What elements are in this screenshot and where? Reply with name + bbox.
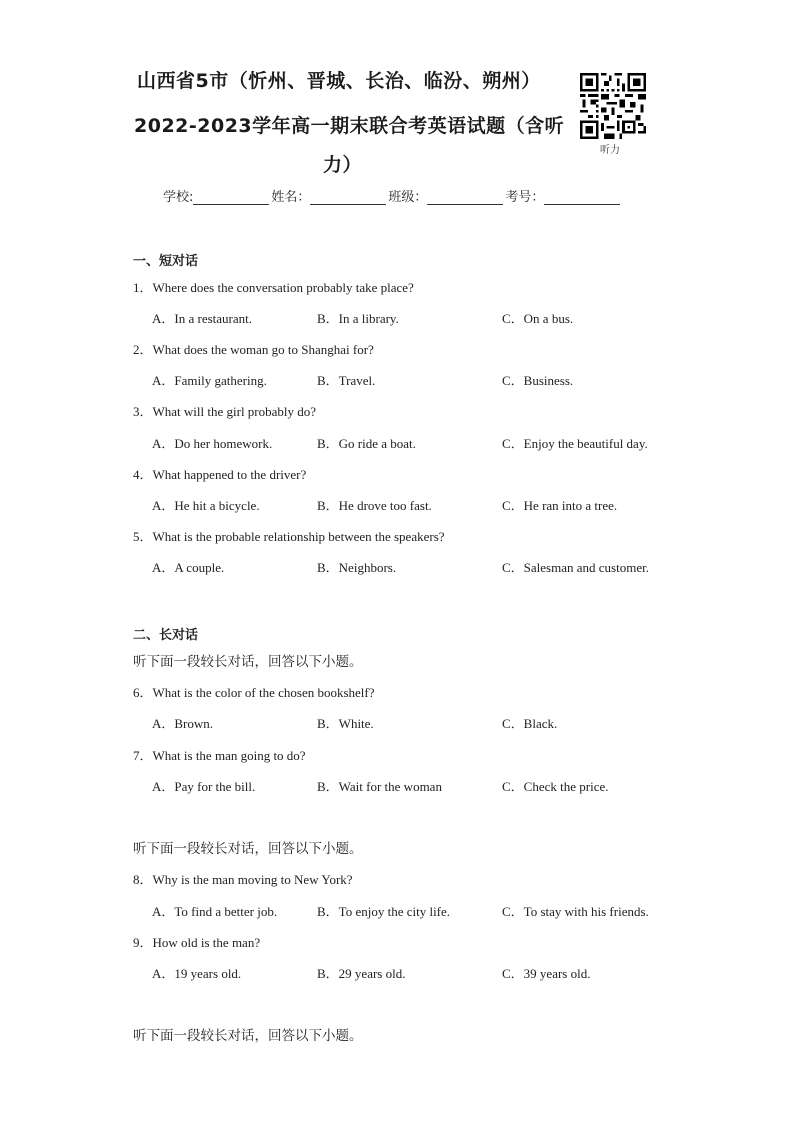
q5-option-c[interactable]: C．Salesman and customer. <box>502 560 649 575</box>
q6-option-a[interactable]: A．Brown. <box>152 716 214 731</box>
section-2-intro-1: 听下面一段较长对话，回答以下小题。 <box>133 654 363 670</box>
q6-option-c[interactable]: C．Black. <box>502 716 558 731</box>
q9-option-c[interactable]: C．39 years old. <box>502 966 591 981</box>
q7-option-c[interactable]: C．Check the price. <box>502 779 609 794</box>
section-1-title: 一、短对话 <box>133 254 199 269</box>
q2-option-c[interactable]: C．Business. <box>502 373 574 388</box>
q1-option-c[interactable]: C．On a bus. <box>502 311 574 326</box>
q7-option-b[interactable]: B．Wait for the woman <box>317 779 442 794</box>
exam-title-line-3: 力） <box>323 154 363 176</box>
question-9: 9．How old is the man? <box>133 935 261 950</box>
name-label: 姓名： <box>271 190 311 205</box>
qr-code-icon <box>580 73 646 139</box>
exam-title-line-1: 山西省5市（忻州、晋城、长治、临汾、朔州） <box>137 70 541 92</box>
q3-option-a[interactable]: A．Do her homework. <box>152 436 273 451</box>
section-2-intro-2: 听下面一段较长对话，回答以下小题。 <box>133 841 363 857</box>
q1-option-b[interactable]: B．In a library. <box>317 311 399 326</box>
q8-option-c[interactable]: C．To stay with his friends. <box>502 904 649 919</box>
question-3: 3．What will the girl probably do? <box>133 404 317 419</box>
exam-number-field[interactable] <box>505 186 622 205</box>
q7-option-a[interactable]: A．Pay for the bill. <box>152 779 256 794</box>
section-2-title: 二、长对话 <box>133 628 199 643</box>
question-5: 5．What is the probable relationship between the speakers? <box>133 529 445 544</box>
q4-option-a[interactable]: A．He hit a bicycle. <box>152 498 260 513</box>
q9-option-b[interactable]: B．29 years old. <box>317 966 406 981</box>
class-label: 班级： <box>388 190 428 205</box>
qr-label: 听力 <box>600 145 620 156</box>
exam-number-label: 考号： <box>505 190 545 205</box>
q5-option-a[interactable]: A．A couple. <box>152 560 225 575</box>
exam-number-blank[interactable] <box>544 190 620 205</box>
q4-option-b[interactable]: B．He drove too fast. <box>317 498 432 513</box>
name-field[interactable] <box>271 186 388 205</box>
q5-option-b[interactable]: B．Neighbors. <box>317 560 397 575</box>
school-field[interactable] <box>163 186 271 205</box>
question-4: 4．What happened to the driver? <box>133 467 307 482</box>
q2-option-b[interactable]: B．Travel. <box>317 373 376 388</box>
q3-option-c[interactable]: C．Enjoy the beautiful day. <box>502 436 648 451</box>
class-blank[interactable] <box>427 190 503 205</box>
q4-option-c[interactable]: C．He ran into a tree. <box>502 498 618 513</box>
q8-option-a[interactable]: A．To find a better job. <box>152 904 278 919</box>
q2-option-a[interactable]: A．Family gathering. <box>152 373 267 388</box>
question-8: 8．Why is the man moving to New York? <box>133 872 353 887</box>
exam-title-line-2: 2022-2023学年高一期末联合考英语试题（含听 <box>134 115 565 137</box>
student-info-row <box>163 186 622 205</box>
q6-option-b[interactable]: B．White. <box>317 716 374 731</box>
class-field[interactable] <box>388 186 505 205</box>
q1-option-a[interactable]: A．In a restaurant. <box>152 311 252 326</box>
school-label: 学校: <box>163 190 194 205</box>
q8-option-b[interactable]: B．To enjoy the city life. <box>317 904 451 919</box>
section-2-intro-3: 听下面一段较长对话，回答以下小题。 <box>133 1028 363 1044</box>
school-blank[interactable] <box>193 190 269 205</box>
question-7: 7．What is the man going to do? <box>133 748 306 763</box>
question-2: 2．What does the woman go to Shanghai for? <box>133 342 374 357</box>
q9-option-a[interactable]: A．19 years old. <box>152 966 242 981</box>
q3-option-b[interactable]: B．Go ride a boat. <box>317 436 416 451</box>
name-blank[interactable] <box>310 190 386 205</box>
question-6: 6．What is the color of the chosen bookshelf? <box>133 685 375 700</box>
question-1: 1．Where does the conversation probably take place? <box>133 280 414 295</box>
